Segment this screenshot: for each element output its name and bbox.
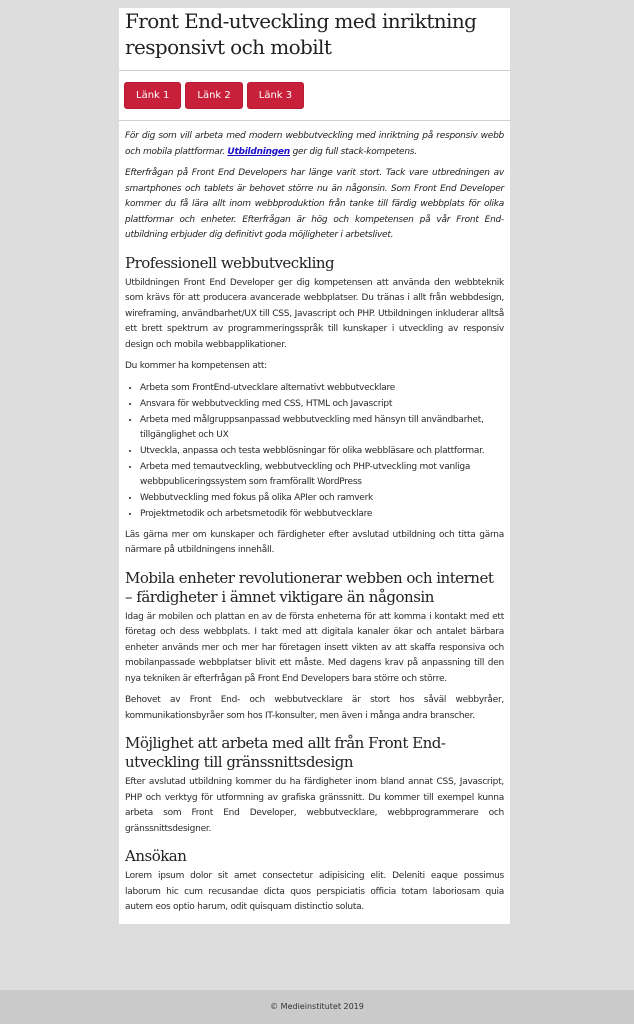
section-heading: Mobila enheter revolutionerar webben och internet – färdigheter i ämnet viktigare än någonsin	[125, 568, 494, 606]
list-item: • Ansvara för webbutveckling med CSS, HTML och Javascript	[140, 397, 504, 412]
page-title: Front End-utveckling med inriktning responsivt och mobilt	[125, 9, 477, 59]
section-paragraph: Du kommer ha kompetensen att:	[125, 361, 267, 371]
list-item: • Projektmetodik och arbetsmetodik för webbutvecklare	[140, 507, 504, 522]
section-paragraph: Behovet av Front End- och webbutvecklare är stort hos såväl webbyråer, kommunikationsbyråer som hos IT-konsulter, men även i många andra branscher.	[125, 695, 504, 721]
section-heading: Ansökan	[125, 847, 187, 865]
section-paragraph: Idag är mobilen och plattan en av de första enheterna för att komma i kontakt med ett företag och dess webbplats. I takt med att digitala kanaler ökar och antalet bärbara enheter används mer och mer har företagen insett vikten av att skaffa responsiva och mobilanpassade webbplatser blivit ett måste. Med dagens krav på anpassning till den nya tekniken är efterfrågan på Front End Developers bara större och större.	[125, 611, 504, 684]
section-paragraph: Utbildningen Front End Developer ger dig kompetensen att använda den webbteknik som krävs för att producera avancerade webbplatser. Du tränas i allt från webbdesign, wireframing, användbarhet/UX till CSS, Javascript och PHP. Utbildningen inkluderar alltså ett brett spektrum av programmeringsspråk till kunskaper i utveckling av responsiv design och mobila webbapplikationer.	[125, 277, 504, 350]
section-paragraph: Lorem ipsum dolor sit amet consectetur adipisicing elit. Deleniti eaque possimus laborum hic cum recusandae dicta quos perspiciatis officia totam laboriosam quia autem eos optio harum, odit quisquam distinctio soluta.	[125, 871, 504, 912]
intro-paragraph-2: Efterfrågan på Front End Developers har länge varit stort. Tack vare utbredningen av smartphones och tablets är behovet större nu än någonsin. Som Front End Developer kommer du få lära allt inom webbproduktion från tanke till färdig webbplats för olika plattformar och enheter. Efterfrågan är hög och kompetensen på vår Front End-utbildning erbjuder dig definitivt goda möjligheter i arbetslivet.	[125, 168, 504, 240]
list-item: • Arbeta som FrontEnd-utvecklare alternativt webbutvecklare	[140, 381, 504, 396]
section-mobila	[125, 569, 504, 725]
main-content	[119, 121, 510, 924]
list-item: • Webbutveckling med fokus på olika APIer och ramverk	[140, 491, 504, 506]
footer	[0, 990, 634, 1024]
page-container	[119, 8, 510, 924]
nav-link-1[interactable]: Länk 1	[124, 82, 181, 109]
list-item: • Arbeta med målgruppsanpassad webbutveckling med hänsyn till användbarhet, tillgänglighet och UX	[140, 413, 504, 443]
list-item: • Utveckla, anpassa och testa webblösningar för olika webbläsare och plattformar.	[140, 444, 504, 459]
intro-paragraph-1	[125, 129, 504, 160]
section-professionell	[125, 254, 504, 559]
intro-text-after: ger dig full stack-kompetens.	[289, 146, 417, 157]
section-paragraph: Läs gärna mer om kunskaper och färdigheter efter avslutad utbildning och titta gärna närmare på utbildningens innehåll.	[125, 529, 504, 555]
copyright-text: © Medieinstitutet 2019	[270, 1002, 364, 1011]
intro-text-before: För dig som vill arbeta med modern webbutveckling med inriktning på responsiv webb och mobila plattformar.	[125, 131, 504, 157]
section-ansokan	[125, 847, 504, 916]
section-mojlighet	[125, 734, 504, 837]
nav-link-2[interactable]: Länk 2	[185, 82, 242, 109]
list-item: • Arbeta med temautveckling, webbutveckling och PHP-utveckling mot vanliga webbpubliceringssystem som framförallt WordPress	[140, 460, 504, 490]
section-heading: Möjlighet att arbeta med allt från Front End-utveckling till gränssnittsdesign	[125, 734, 446, 771]
competence-list	[125, 381, 504, 522]
nav-bar	[119, 70, 510, 121]
section-heading: Professionell webbutveckling	[125, 253, 335, 272]
section-paragraph: Efter avslutad utbildning kommer du ha färdigheter inom bland annat CSS, Javascript, PHP och verktyg för utformning av grafiska gränssnitt. Du kommer till exempel kunna arbeta som Front End Developer, webbutvecklare, webbprogrammerare och gränssnittsdesigner.	[125, 777, 504, 834]
utbildningen-link[interactable]: Utbildningen	[227, 146, 290, 157]
nav-link-3[interactable]: Länk 3	[247, 82, 304, 109]
